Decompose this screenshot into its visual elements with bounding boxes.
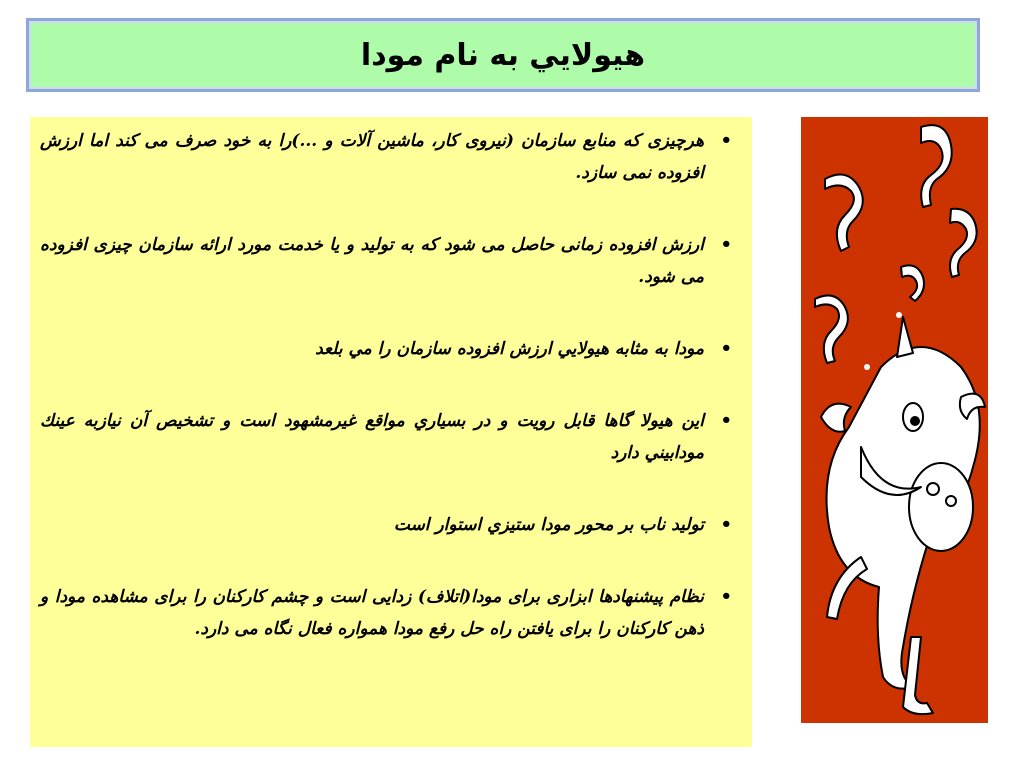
bullet-text: اين هيولا گاها قابل رويت و در بسياري مواقع غيرمشهود است و تشخيص آن نيازبه عينك مودابيني دارد: [40, 411, 704, 463]
bullet-dot-icon: •: [720, 338, 732, 359]
bullet-text: هرچیزی که منابع سازمان (نیروی کار، ماشین آلات و ...)را به خود صرف می کند اما ارزش افزوده نمی سازد.: [40, 131, 704, 183]
bullet-text: نظام پیشنهادها ابزاری برای مودا(اتلاف) زدایی است و چشم کارکنان را برای مشاهده مودا و ذهن کارکنان را برای یافتن راه حل رفع مودا همواره فعال نگاه می دارد.: [40, 587, 704, 639]
bullet-item: [40, 405, 738, 469]
cow-question-marks-icon: [801, 117, 988, 723]
bullet-item: [40, 581, 738, 645]
slide-title: هيولايي به نام مودا: [360, 37, 646, 73]
bullet-item: [40, 229, 738, 293]
bullet-text: توليد ناب بر محور مودا ستيزي استوار است: [393, 515, 704, 535]
bullet-dot-icon: •: [720, 234, 732, 255]
slide-title-box: [26, 18, 980, 92]
bullet-text: مودا به مثابه هيولايي ارزش افزوده سازمان را مي بلعد: [315, 339, 704, 359]
confused-cow-illustration: [801, 117, 988, 723]
bullet-dot-icon: •: [720, 410, 732, 431]
bullet-item: [40, 333, 738, 365]
bullet-item: [40, 125, 738, 189]
bullet-item: [40, 509, 738, 541]
content-panel: [30, 117, 752, 747]
bullet-list: [40, 125, 738, 645]
bullet-dot-icon: •: [720, 586, 732, 607]
bullet-text: ارزش افزوده زمانی حاصل می شود که به تولید و یا خدمت مورد ارائه سازمان چیزی افزوده می شود.: [40, 235, 704, 287]
bullet-dot-icon: •: [720, 130, 732, 151]
bullet-dot-icon: •: [720, 514, 732, 535]
